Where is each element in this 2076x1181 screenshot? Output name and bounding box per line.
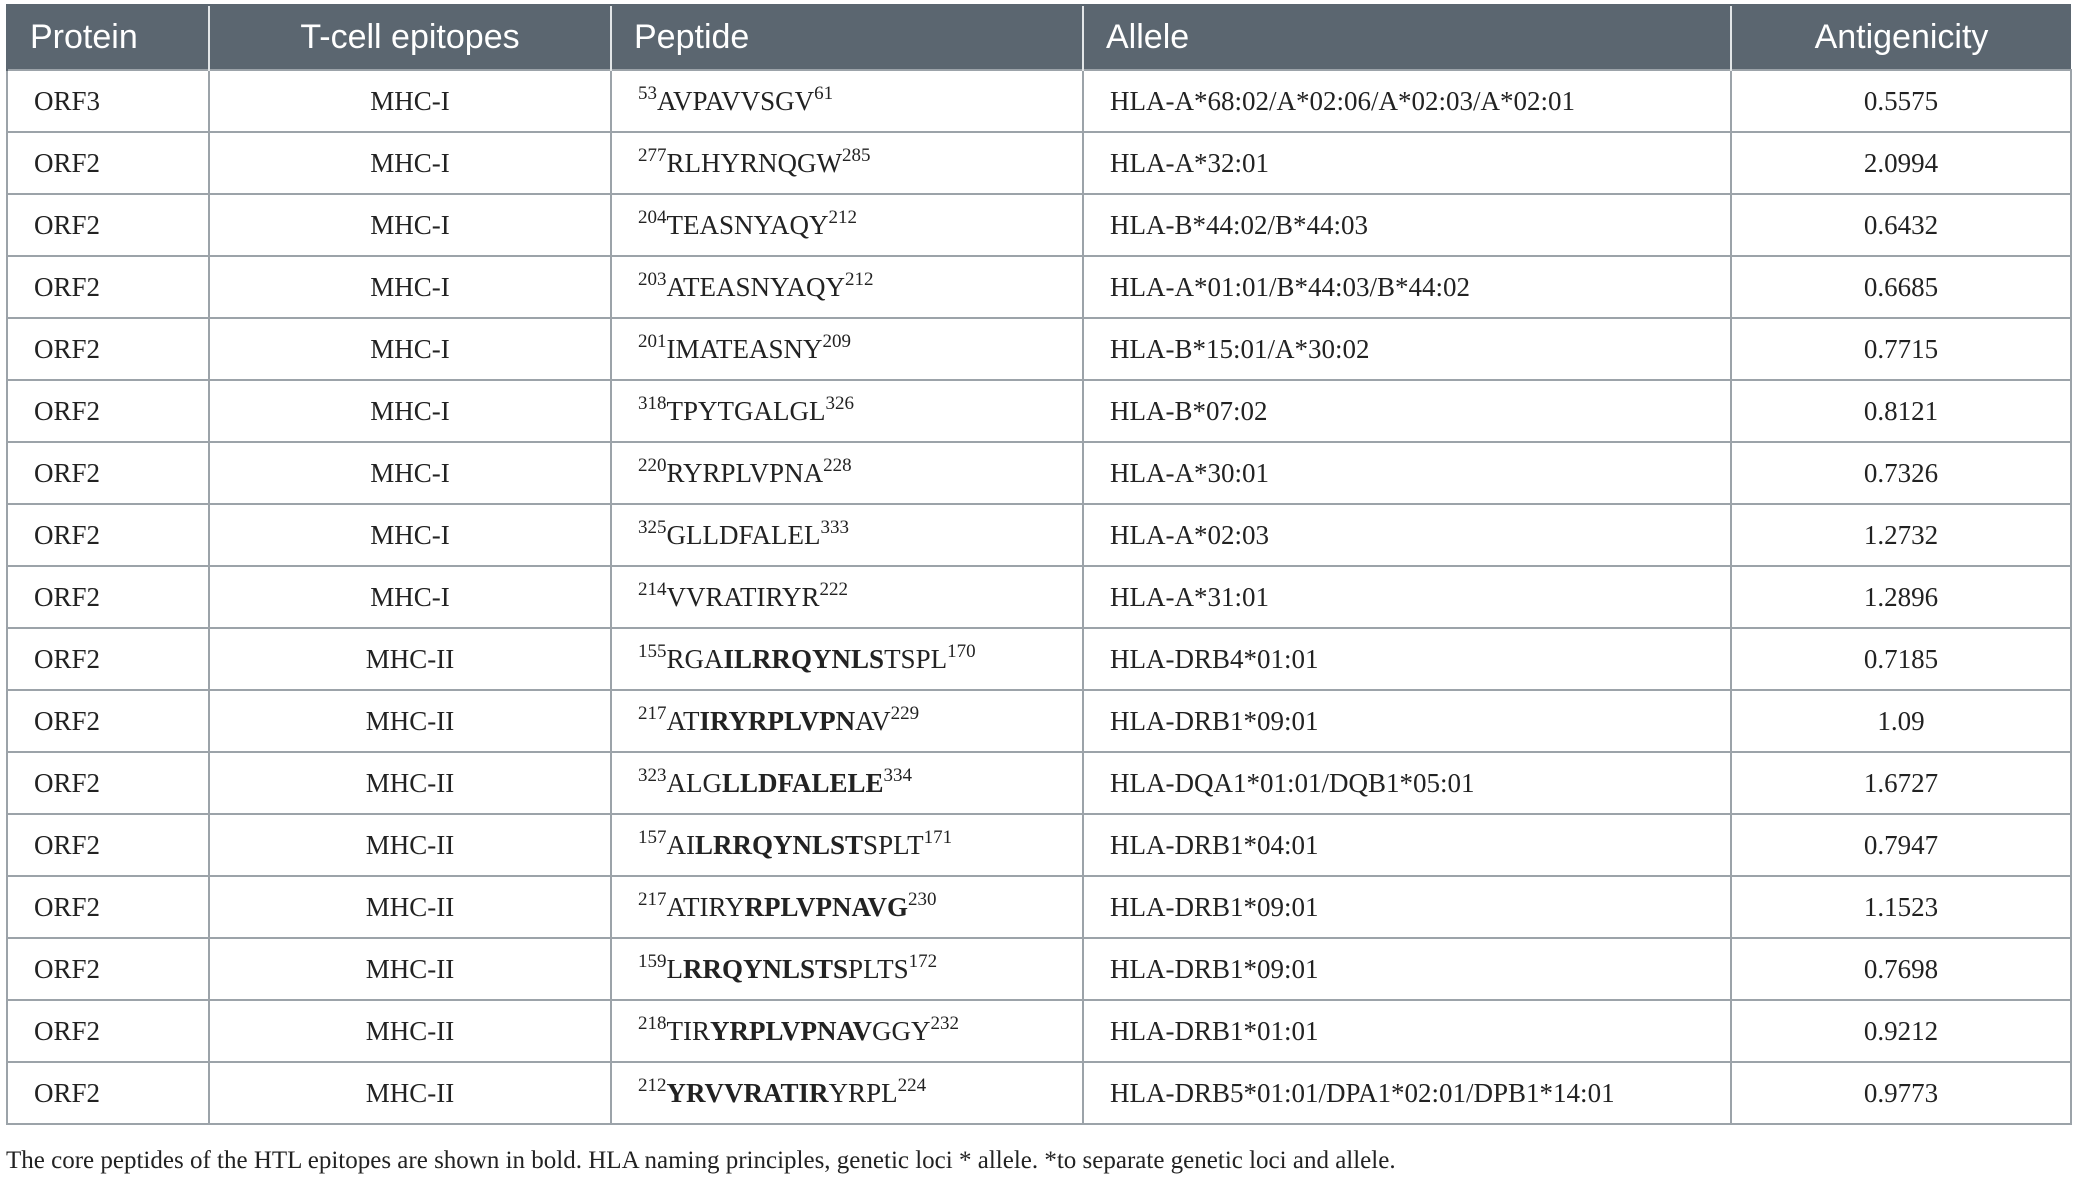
cell-antigenicity: 0.7715	[1731, 318, 2071, 380]
cell-antigenicity: 0.6685	[1731, 256, 2071, 318]
cell-protein: ORF2	[7, 442, 209, 504]
peptide-start-position: 217	[638, 702, 667, 724]
cell-epitope-type: MHC-I	[209, 442, 611, 504]
table-row	[7, 752, 2071, 814]
table-header	[7, 5, 2071, 70]
cell-allele: HLA-DQA1*01:01/DQB1*05:01	[1083, 752, 1731, 814]
cell-allele: HLA-DRB1*04:01	[1083, 814, 1731, 876]
peptide-start-position: 159	[638, 950, 667, 972]
cell-protein: ORF2	[7, 814, 209, 876]
cell-antigenicity: 0.7185	[1731, 628, 2071, 690]
cell-peptide	[611, 256, 1083, 318]
table-row	[7, 690, 2071, 752]
peptide-prefix: IMATEASNY	[666, 333, 823, 364]
peptide-prefix: ATIRY	[666, 891, 745, 922]
cell-allele: HLA-DRB1*09:01	[1083, 938, 1731, 1000]
peptide-prefix: GLLDFALEL	[666, 519, 821, 550]
cell-peptide	[611, 70, 1083, 132]
cell-epitope-type: MHC-II	[209, 628, 611, 690]
cell-allele: HLA-A*30:01	[1083, 442, 1731, 504]
cell-antigenicity: 1.2732	[1731, 504, 2071, 566]
cell-antigenicity: 0.7326	[1731, 442, 2071, 504]
table-footnote: The core peptides of the HTL epitopes are shown in bold. HLA naming principles, genetic loci * allele. *to separate genetic loci and allele.	[6, 1147, 1396, 1174]
peptide-start-position: 218	[638, 1012, 667, 1034]
cell-peptide	[611, 318, 1083, 380]
peptide-start-position: 318	[638, 392, 667, 414]
cell-allele: HLA-DRB1*01:01	[1083, 1000, 1731, 1062]
peptide-prefix: RYRPLVPNA	[666, 457, 824, 488]
cell-protein: ORF2	[7, 1000, 209, 1062]
peptide-core: YRVVRATIR	[666, 1077, 829, 1108]
cell-peptide	[611, 504, 1083, 566]
peptide-end-position: 230	[908, 888, 937, 910]
peptide-prefix: AVPAVVSGV	[657, 85, 815, 116]
peptide-prefix: TEASNYAQY	[666, 209, 829, 240]
cell-protein: ORF2	[7, 132, 209, 194]
peptide-end-position: 285	[842, 144, 871, 166]
cell-epitope-type: MHC-II	[209, 814, 611, 876]
peptide-prefix: ALG	[666, 767, 722, 798]
peptide-prefix: TPYTGALGL	[666, 395, 826, 426]
cell-peptide	[611, 814, 1083, 876]
cell-epitope-type: MHC-I	[209, 132, 611, 194]
peptide-prefix: ATEASNYAQY	[666, 271, 846, 302]
peptide-start-position: 217	[638, 888, 667, 910]
cell-peptide	[611, 442, 1083, 504]
cell-antigenicity: 1.1523	[1731, 876, 2071, 938]
table-body	[7, 70, 2071, 1124]
peptide-prefix: RGA	[666, 643, 724, 674]
peptide-end-position: 326	[825, 392, 854, 414]
cell-allele: HLA-A*31:01	[1083, 566, 1731, 628]
peptide-end-position: 209	[822, 330, 852, 352]
cell-epitope-type: MHC-II	[209, 1000, 611, 1062]
cell-peptide	[611, 1062, 1083, 1124]
epitope-table-container	[6, 4, 2070, 1125]
cell-protein: ORF2	[7, 876, 209, 938]
cell-epitope-type: MHC-II	[209, 1062, 611, 1124]
table-row	[7, 132, 2071, 194]
cell-protein: ORF2	[7, 1062, 209, 1124]
peptide-end-position: 228	[823, 454, 852, 476]
table-row	[7, 380, 2071, 442]
cell-peptide	[611, 628, 1083, 690]
peptide-core: YRPLVPNAV	[710, 1015, 873, 1046]
peptide-start-position: 277	[638, 144, 667, 166]
peptide-suffix: GGY	[872, 1015, 931, 1046]
cell-antigenicity: 0.6432	[1731, 194, 2071, 256]
cell-peptide	[611, 938, 1083, 1000]
cell-protein: ORF2	[7, 628, 209, 690]
cell-antigenicity: 1.09	[1731, 690, 2071, 752]
table-row	[7, 504, 2071, 566]
cell-allele: HLA-DRB1*09:01	[1083, 690, 1731, 752]
cell-protein: ORF2	[7, 690, 209, 752]
peptide-core: IRYRPLVPN	[699, 705, 856, 736]
peptide-start-position: 323	[638, 764, 667, 786]
table-row	[7, 318, 2071, 380]
cell-epitope-type: MHC-II	[209, 876, 611, 938]
table-row	[7, 938, 2071, 1000]
header-protein: Protein	[7, 5, 209, 70]
cell-antigenicity: 1.2896	[1731, 566, 2071, 628]
cell-epitope-type: MHC-II	[209, 938, 611, 1000]
table-row	[7, 1062, 2071, 1124]
cell-peptide	[611, 194, 1083, 256]
cell-peptide	[611, 380, 1083, 442]
header-allele: Allele	[1083, 5, 1731, 70]
peptide-core: RPLVPNAVG	[744, 891, 909, 922]
peptide-core: LLDFALELE	[722, 767, 884, 798]
table-row	[7, 876, 2071, 938]
header-row	[7, 5, 2071, 70]
cell-antigenicity: 0.7947	[1731, 814, 2071, 876]
peptide-prefix: L	[666, 953, 683, 984]
peptide-end-position: 222	[819, 578, 849, 600]
cell-peptide	[611, 752, 1083, 814]
cell-epitope-type: MHC-II	[209, 690, 611, 752]
cell-allele: HLA-A*68:02/A*02:06/A*02:03/A*02:01	[1083, 70, 1731, 132]
table-row	[7, 194, 2071, 256]
cell-protein: ORF2	[7, 566, 209, 628]
header-antigenicity: Antigenicity	[1731, 5, 2071, 70]
peptide-suffix: SPLT	[863, 829, 924, 860]
peptide-suffix: PLTS	[848, 953, 909, 984]
peptide-end-position: 61	[814, 82, 834, 104]
table-row	[7, 814, 2071, 876]
cell-antigenicity: 0.7698	[1731, 938, 2071, 1000]
cell-allele: HLA-DRB5*01:01/DPA1*02:01/DPB1*14:01	[1083, 1062, 1731, 1124]
table-row	[7, 628, 2071, 690]
peptide-suffix: TSPL	[884, 643, 948, 674]
peptide-prefix: TIR	[666, 1015, 710, 1046]
peptide-end-position: 333	[820, 516, 849, 538]
peptide-start-position: 204	[638, 206, 667, 228]
header-t-cell-epitopes: T-cell epitopes	[209, 5, 611, 70]
cell-allele: HLA-DRB1*09:01	[1083, 876, 1731, 938]
cell-antigenicity: 0.9212	[1731, 1000, 2071, 1062]
cell-antigenicity: 0.8121	[1731, 380, 2071, 442]
cell-allele: HLA-A*01:01/B*44:03/B*44:02	[1083, 256, 1731, 318]
cell-protein: ORF3	[7, 70, 209, 132]
peptide-end-position: 212	[845, 268, 874, 290]
cell-allele: HLA-B*44:02/B*44:03	[1083, 194, 1731, 256]
cell-epitope-type: MHC-II	[209, 752, 611, 814]
peptide-end-position: 232	[930, 1012, 960, 1034]
peptide-start-position: 212	[638, 1074, 667, 1096]
peptide-core: LRRQYNLST	[695, 829, 864, 860]
peptide-suffix: AV	[855, 705, 891, 736]
cell-allele: HLA-A*32:01	[1083, 132, 1731, 194]
peptide-end-position: 170	[947, 640, 976, 662]
peptide-start-position: 155	[638, 640, 667, 662]
peptide-start-position: 53	[638, 82, 657, 104]
peptide-start-position: 214	[638, 578, 667, 600]
cell-epitope-type: MHC-I	[209, 380, 611, 442]
cell-protein: ORF2	[7, 752, 209, 814]
cell-antigenicity: 0.9773	[1731, 1062, 2071, 1124]
table-row	[7, 70, 2071, 132]
peptide-end-position: 229	[890, 702, 920, 724]
cell-protein: ORF2	[7, 318, 209, 380]
peptide-start-position: 201	[638, 330, 667, 352]
table-row	[7, 566, 2071, 628]
peptide-start-position: 203	[638, 268, 667, 290]
peptide-start-position: 157	[638, 826, 667, 848]
cell-peptide	[611, 132, 1083, 194]
cell-peptide	[611, 690, 1083, 752]
cell-epitope-type: MHC-I	[209, 566, 611, 628]
peptide-prefix: AI	[666, 829, 695, 860]
cell-antigenicity: 0.5575	[1731, 70, 2071, 132]
peptide-end-position: 334	[883, 764, 913, 786]
cell-protein: ORF2	[7, 938, 209, 1000]
peptide-start-position: 220	[638, 454, 667, 476]
table-row	[7, 442, 2071, 504]
cell-protein: ORF2	[7, 194, 209, 256]
cell-allele: HLA-A*02:03	[1083, 504, 1731, 566]
cell-antigenicity: 1.6727	[1731, 752, 2071, 814]
cell-protein: ORF2	[7, 504, 209, 566]
header-peptide: Peptide	[611, 5, 1083, 70]
epitope-table	[6, 4, 2072, 1125]
peptide-core: RRQYNLSTS	[683, 953, 849, 984]
peptide-end-position: 171	[923, 826, 953, 848]
cell-epitope-type: MHC-I	[209, 256, 611, 318]
cell-epitope-type: MHC-I	[209, 194, 611, 256]
peptide-prefix: VVRATIRYR	[666, 581, 820, 612]
cell-allele: HLA-DRB4*01:01	[1083, 628, 1731, 690]
cell-epitope-type: MHC-I	[209, 70, 611, 132]
cell-allele: HLA-B*15:01/A*30:02	[1083, 318, 1731, 380]
cell-allele: HLA-B*07:02	[1083, 380, 1731, 442]
cell-peptide	[611, 566, 1083, 628]
cell-antigenicity: 2.0994	[1731, 132, 2071, 194]
cell-protein: ORF2	[7, 256, 209, 318]
cell-epitope-type: MHC-I	[209, 318, 611, 380]
peptide-suffix: YRPL	[828, 1077, 898, 1108]
cell-peptide	[611, 876, 1083, 938]
cell-epitope-type: MHC-I	[209, 504, 611, 566]
peptide-core: ILRRQYNLS	[723, 643, 885, 674]
peptide-end-position: 212	[828, 206, 857, 228]
cell-peptide	[611, 1000, 1083, 1062]
peptide-end-position: 172	[908, 950, 938, 972]
peptide-end-position: 224	[897, 1074, 927, 1096]
table-row	[7, 1000, 2071, 1062]
peptide-prefix: AT	[666, 705, 700, 736]
peptide-prefix: RLHYRNQGW	[666, 147, 842, 178]
peptide-start-position: 325	[638, 516, 667, 538]
cell-protein: ORF2	[7, 380, 209, 442]
table-row	[7, 256, 2071, 318]
